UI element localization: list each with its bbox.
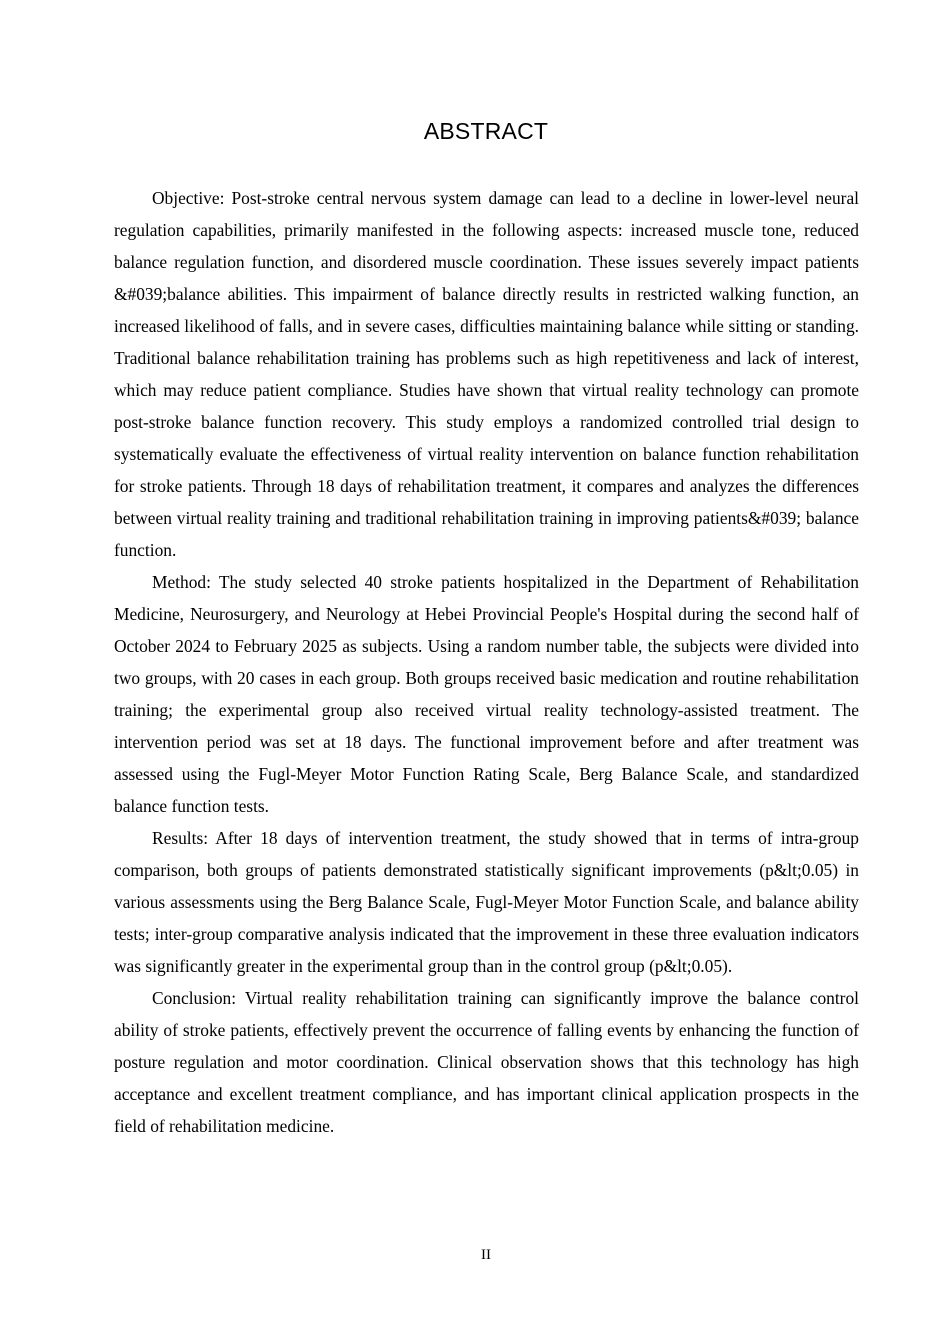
abstract-title: ABSTRACT xyxy=(423,118,549,144)
method-paragraph: Method: The study selected 40 stroke patients hospitalized in the Department of Rehabilitation Medicine, Neurosurgery, and Neurology at Hebei Provincial People's Hospital during the second half of October 2024 to February 2025 as subjects. Using a random number table, the subjects were divided into two groups, with 20 cases in each group. Both groups received basic medication and routine rehabilitation training; the experimental group also received virtual reality technology-assisted treatment. The intervention period was set at 18 days. The functional improvement before and after treatment was assessed using the Fugl-Meyer Motor Function Rating Scale, Berg Balance Scale, and standardized balance function tests. xyxy=(114,572,859,816)
results-paragraph: Results: After 18 days of intervention treatment, the study showed that in terms of intra-group comparison, both groups of patients demonstrated statistically significant improvements (p&lt;0.05) in various assessments using the Berg Balance Scale, Fugl-Meyer Motor Function Scale, and balance ability tests; inter-group comparative analysis indicated that the improvement in these three evaluation indicators was significantly greater in the experimental group than in the control group (p&lt;0.05). xyxy=(114,828,859,976)
page-number: II xyxy=(481,1247,491,1263)
conclusion-paragraph: Conclusion: Virtual reality rehabilitation training can significantly improve the balance control ability of stroke patients, effectively prevent the occurrence of falling events by enhancing the function of posture regulation and motor coordination. Clinical observation shows that this technology has high acceptance and excellent treatment compliance, and has important clinical application prospects in the field of rehabilitation medicine. xyxy=(114,988,859,1136)
objective-paragraph: Objective: Post-stroke central nervous system damage can lead to a decline in lower-level neural regulation capabilities, primarily manifested in the following aspects: increased muscle tone, reduced balance regulation function, and disordered muscle coordination. These issues severely impact patients &#039;balance abilities. This impairment of balance directly results in restricted walking function, an increased likelihood of falls, and in severe cases, difficulties maintaining balance while sitting or standing. Traditional balance rehabilitation training has problems such as high repetitiveness and lack of interest, which may reduce patient compliance. Studies have shown that virtual reality technology can promote post-stroke balance function recovery. This study employs a randomized controlled trial design to systematically evaluate the effectiveness of virtual reality intervention on balance function rehabilitation for stroke patients. Through 18 days of rehabilitation treatment, it compares and analyzes the differences between virtual reality training and traditional rehabilitation training in improving patients&#039; balance function. xyxy=(114,188,859,560)
abstract-body xyxy=(114,182,859,1142)
